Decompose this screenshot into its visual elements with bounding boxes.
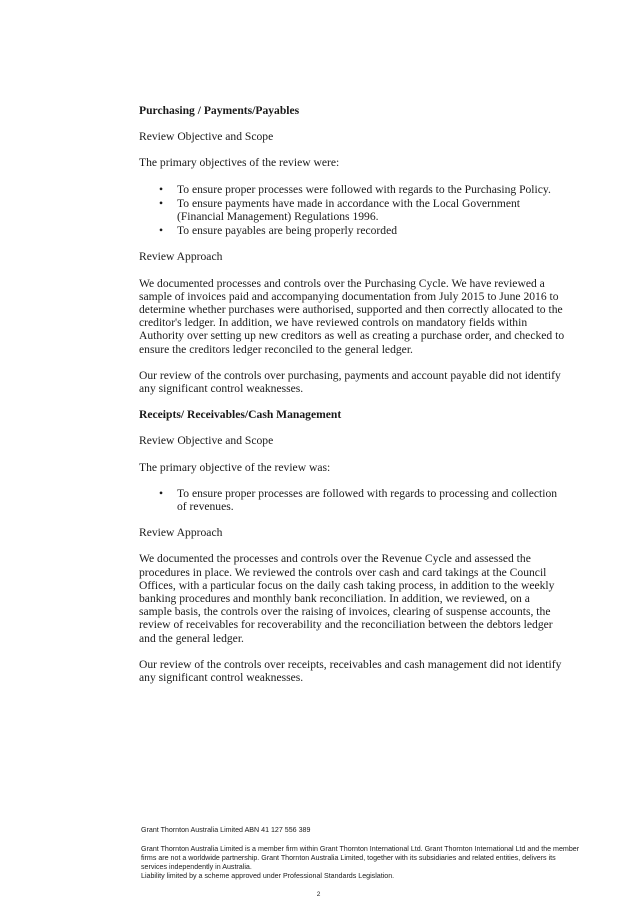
footer-abn: Grant Thornton Australia Limited ABN 41 127 556 389 (141, 826, 311, 834)
page-content (139, 104, 565, 697)
objectives-list (139, 487, 565, 513)
footer-liability: Liability limited by a scheme approved under Professional Standards Legislation. (141, 872, 395, 880)
objective-item: • To ensure proper processes are followed with regards to processing and collection of revenues. (139, 487, 565, 513)
review-approach-heading: Review Approach (139, 526, 223, 540)
objective-item: • To ensure payments have made in accordance with the Local Government (Financial Management) Regulations 1996. (139, 197, 565, 223)
objective-scope-heading: Review Objective and Scope (139, 434, 274, 448)
objective-scope-heading: Review Objective and Scope (139, 130, 274, 144)
page-number: 2 (316, 891, 321, 898)
review-approach-text: We documented processes and controls over the Purchasing Cycle. We have reviewed a sample of invoices paid and accompanying documentation from July 2015 to June 2016 to determine whether purchases were authorised, supported and then correctly allocated to the creditor's ledger. In addition, we have reviewed controls on mandatory fields within Authority over setting up new creditors as well as creating a purchase order, and checked to ensure the creditors ledger reconciled to the general ledger. (139, 276, 565, 356)
objectives-list (139, 183, 565, 238)
review-conclusion: Our review of the controls over purchasing, payments and account payable did not identify any significant control weaknesses. (139, 368, 561, 396)
review-approach-text: We documented the processes and controls over the Revenue Cycle and assessed the procedures in place. We reviewed the controls over cash and card takings at the Council Offices, with a particular focus on the daily cash taking process, in addition to the weekly banking procedures and monthly bank reconciliation. In addition, we reviewed, on a sample basis, the controls over the raising of invoices, clearing of suspense accounts, the review of receivables for recoverability and the reconciliation between the debtors ledger and the general ledger. (139, 552, 555, 645)
objective-item: • To ensure proper processes were followed with regards to the Purchasing Policy. (139, 183, 565, 196)
footer-disclaimer: Grant Thornton Australia Limited is a member firm within Grant Thornton International Ltd. Grant Thornton International Ltd and the member firms are not a worldwide partnership. Grant Thornton Australia Limited, together with its subsidiaries and related entities, delivers its services independently in Australia. (141, 845, 580, 871)
objectives-intro: The primary objective of the review was: (139, 460, 331, 474)
objective-item: • To ensure payables are being properly recorded (139, 224, 565, 237)
objectives-intro: The primary objectives of the review were: (139, 156, 340, 170)
section-heading-receipts: Receipts/ Receivables/Cash Management (139, 408, 342, 422)
page-footer (141, 826, 583, 881)
review-conclusion: Our review of the controls over receipts, receivables and cash management did not identify any significant control weaknesses. (139, 657, 562, 685)
review-approach-heading: Review Approach (139, 250, 223, 264)
section-heading-purchasing: Purchasing / Payments/Payables (139, 104, 300, 117)
